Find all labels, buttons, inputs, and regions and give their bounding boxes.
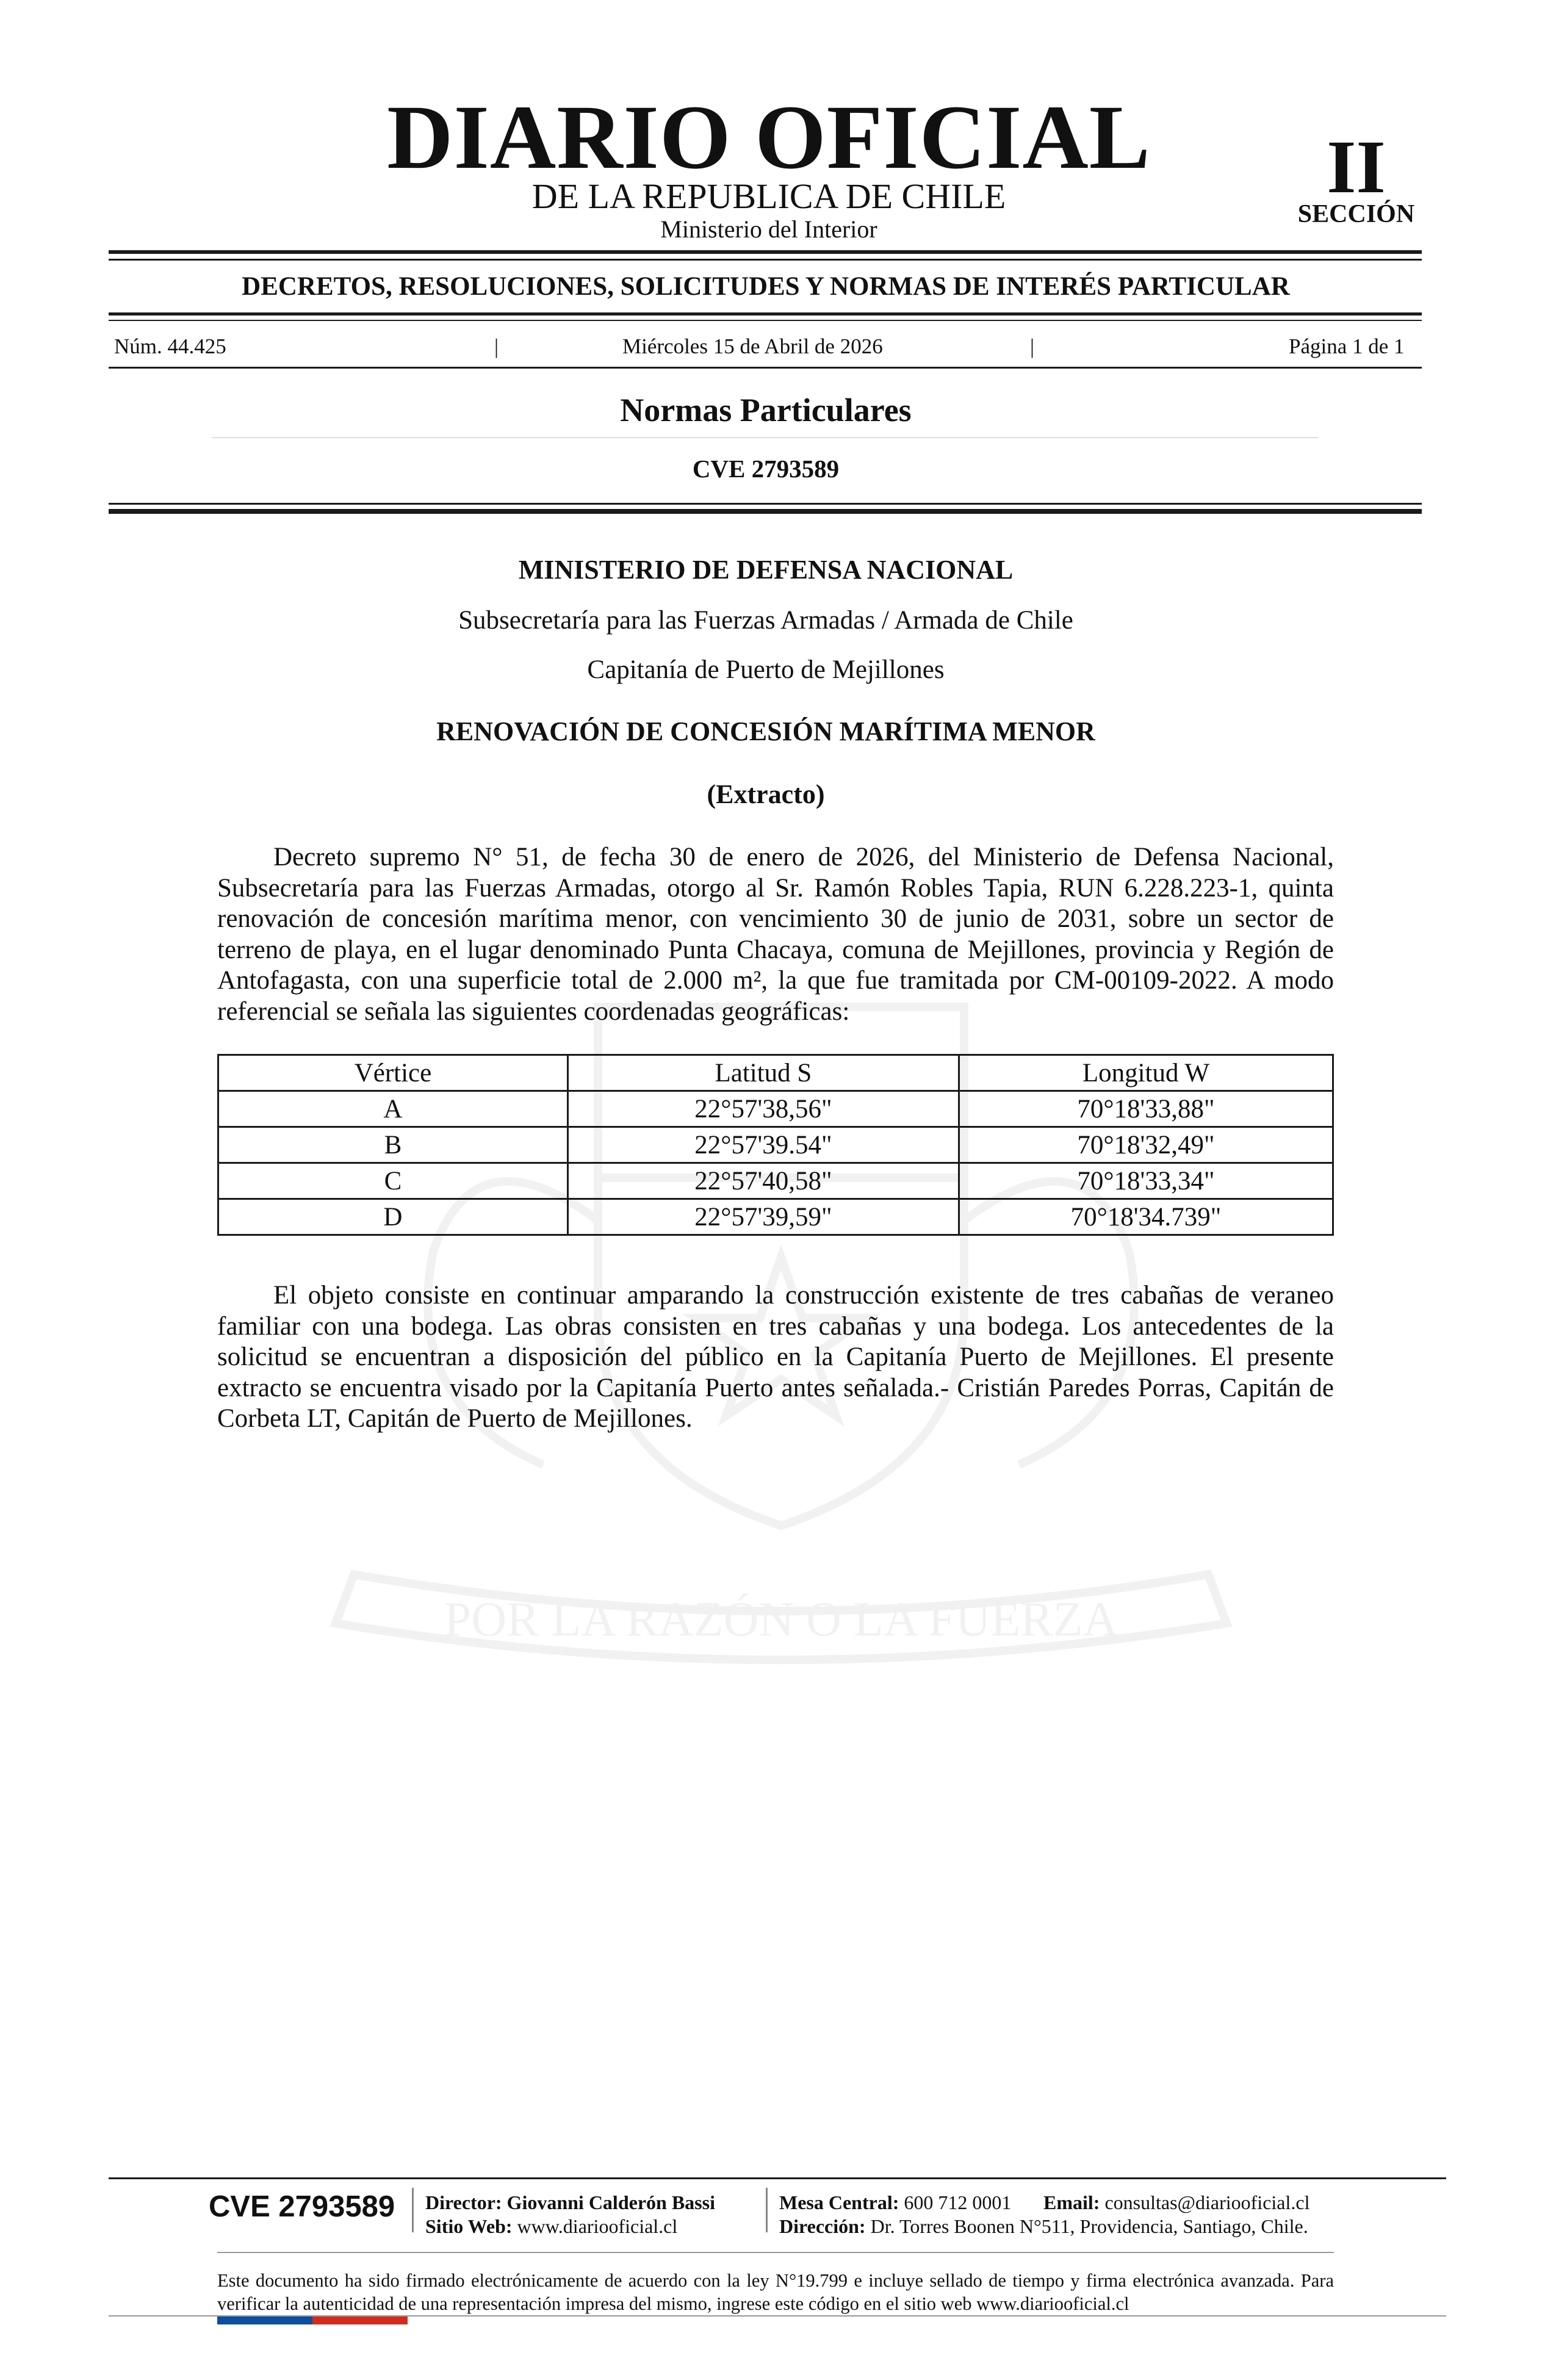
table-header-cell: Vértice bbox=[218, 1055, 568, 1091]
table-cell: B bbox=[218, 1127, 568, 1163]
address-value: Dr. Torres Boonen N°511, Providencia, Santiago, Chile. bbox=[870, 2215, 1308, 2237]
header-rule-thin bbox=[109, 503, 1422, 505]
footer-email bbox=[1043, 2193, 1309, 2212]
footer-phone bbox=[779, 2193, 1011, 2212]
issue-page: Página 1 de 1 bbox=[1289, 334, 1405, 358]
email-label: Email: bbox=[1043, 2191, 1100, 2213]
footer-legal-notice: Este documento ha sido firmado electrónicamente de acuerdo con la ley N°19.799 e incluye sellado de tiempo y firma electrónica avanzada. Para verificar la autenticidad de una representación impresa del mismo, ingrese este código en el sitio web www.diariooficial.cl bbox=[217, 2270, 1334, 2314]
section-title: Normas Particulares bbox=[620, 392, 912, 428]
table-row bbox=[218, 1091, 1333, 1127]
watermark-motto: POR LA RAZÓN O LA FUERZA bbox=[444, 1593, 1118, 1646]
issue-number: Núm. 44.425 bbox=[114, 334, 226, 358]
newspaper-title: DIARIO OFICIAL bbox=[387, 87, 1151, 188]
section-number: II bbox=[1327, 125, 1386, 209]
table-cell: C bbox=[218, 1163, 568, 1199]
footer-director bbox=[425, 2193, 715, 2212]
footer-address bbox=[779, 2216, 1308, 2236]
address-label: Dirección: bbox=[779, 2215, 866, 2237]
masthead-rule-thin bbox=[109, 259, 1422, 261]
website-link[interactable]: www.diariooficial.cl bbox=[517, 2215, 678, 2237]
section-title-rule bbox=[212, 437, 1318, 438]
footer-mid-rule bbox=[217, 2252, 1334, 2253]
flag-stripe-red bbox=[312, 2317, 408, 2324]
phone-number: 600 712 0001 bbox=[904, 2191, 1012, 2213]
email-link[interactable]: consultas@diariooficial.cl bbox=[1104, 2191, 1310, 2213]
issue-separator: | bbox=[494, 334, 499, 358]
table-cell: A bbox=[218, 1091, 568, 1127]
ministry-line: Ministerio del Interior bbox=[660, 215, 877, 243]
table-cell: 22°57'39,59" bbox=[567, 1199, 959, 1235]
footer-top-rule bbox=[109, 2177, 1446, 2179]
table-cell: 70°18'33,88" bbox=[959, 1091, 1333, 1127]
newspaper-subtitle: DE LA REPUBLICA DE CHILE bbox=[531, 176, 1006, 216]
organization-name: MINISTERIO DE DEFENSA NACIONAL bbox=[518, 555, 1014, 585]
band-title: DECRETOS, RESOLUCIONES, SOLICITUDES Y NORMAS DE INTERÉS PARTICULAR bbox=[242, 272, 1290, 301]
table-header-cell: Longitud W bbox=[959, 1055, 1333, 1091]
table-cell: 22°57'38,56" bbox=[567, 1091, 959, 1127]
cve-code: CVE 2793589 bbox=[692, 455, 840, 483]
table-header-row bbox=[218, 1055, 1333, 1091]
table-cell: 22°57'39.54" bbox=[567, 1127, 959, 1163]
table-cell: 70°18'34.739" bbox=[959, 1199, 1333, 1235]
document-title: RENOVACIÓN DE CONCESIÓN MARÍTIMA MENOR bbox=[436, 716, 1095, 746]
issue-separator: | bbox=[1030, 334, 1035, 358]
phone-label: Mesa Central: bbox=[779, 2191, 899, 2213]
table-cell: 22°57'40,58" bbox=[567, 1163, 959, 1199]
table-cell: 70°18'32,49" bbox=[959, 1127, 1333, 1163]
coordinates-table bbox=[217, 1054, 1334, 1236]
table-cell: D bbox=[218, 1199, 568, 1235]
document-subtitle: (Extracto) bbox=[707, 779, 825, 809]
flag-stripe-blue bbox=[217, 2317, 312, 2324]
table-header-cell: Latitud S bbox=[567, 1055, 959, 1091]
table-row bbox=[218, 1127, 1333, 1163]
band-rule-thin bbox=[109, 320, 1422, 321]
issue-rule bbox=[109, 367, 1422, 369]
section-label: SECCIÓN bbox=[1297, 200, 1415, 228]
header-rule-thick bbox=[109, 509, 1422, 514]
issue-date: Miércoles 15 de Abril de 2026 bbox=[622, 334, 883, 358]
website-label: Sitio Web: bbox=[425, 2215, 513, 2237]
director-label: Director: bbox=[425, 2191, 502, 2213]
footer-divider bbox=[412, 2188, 414, 2232]
table-cell: 70°18'33,34" bbox=[959, 1163, 1333, 1199]
body-paragraph: Decreto supremo N° 51, de fecha 30 de enero de 2026, del Ministerio de Defensa Nacional, Subsecretaría para las Fuerzas Armadas, otorgo al Sr. Ramón Robles Tapia, RUN 6.228.223-1, quinta renovación de concesión marítima menor, con vencimiento 30 de junio de 2031, sobre un sector de terreno de playa, en el lugar denominado Punta Chacaya, comuna de Mejillones, provincia y Región de Antofagasta, con una superficie total de 2.000 m², la que fue tramitada por CM-00109-2022. A modo referencial se señala las siguientes coordenadas geográficas: bbox=[217, 843, 1334, 1026]
suborganization-name: Subsecretaría para las Fuerzas Armadas / Armada de Chile bbox=[458, 606, 1073, 635]
masthead-rule-thick bbox=[109, 250, 1422, 254]
table-row bbox=[218, 1199, 1333, 1235]
body-paragraph: El objeto consiste en continuar amparando la construcción existente de tres cabañas de veraneo familiar con una bodega. Las obras consisten en tres cabañas y una bodega. Los antecedentes de la solicitud se encuentran a disposición del público en la Capitanía Puerto de Mejillones. El presente extracto se encuentra visado por la Capitanía Puerto antes señalada.- Cristián Paredes Porras, Capitán de Corbeta LT, Capitán de Puerto de Mejillones. bbox=[217, 1281, 1334, 1433]
office-name: Capitanía de Puerto de Mejillones bbox=[587, 655, 945, 684]
band-rule-thick bbox=[109, 312, 1422, 316]
table-row bbox=[218, 1163, 1333, 1199]
footer-website bbox=[425, 2216, 677, 2236]
director-name: Giovanni Calderón Bassi bbox=[506, 2191, 715, 2213]
footer-divider bbox=[766, 2188, 768, 2232]
footer-cve-code: CVE 2793589 bbox=[209, 2190, 395, 2223]
